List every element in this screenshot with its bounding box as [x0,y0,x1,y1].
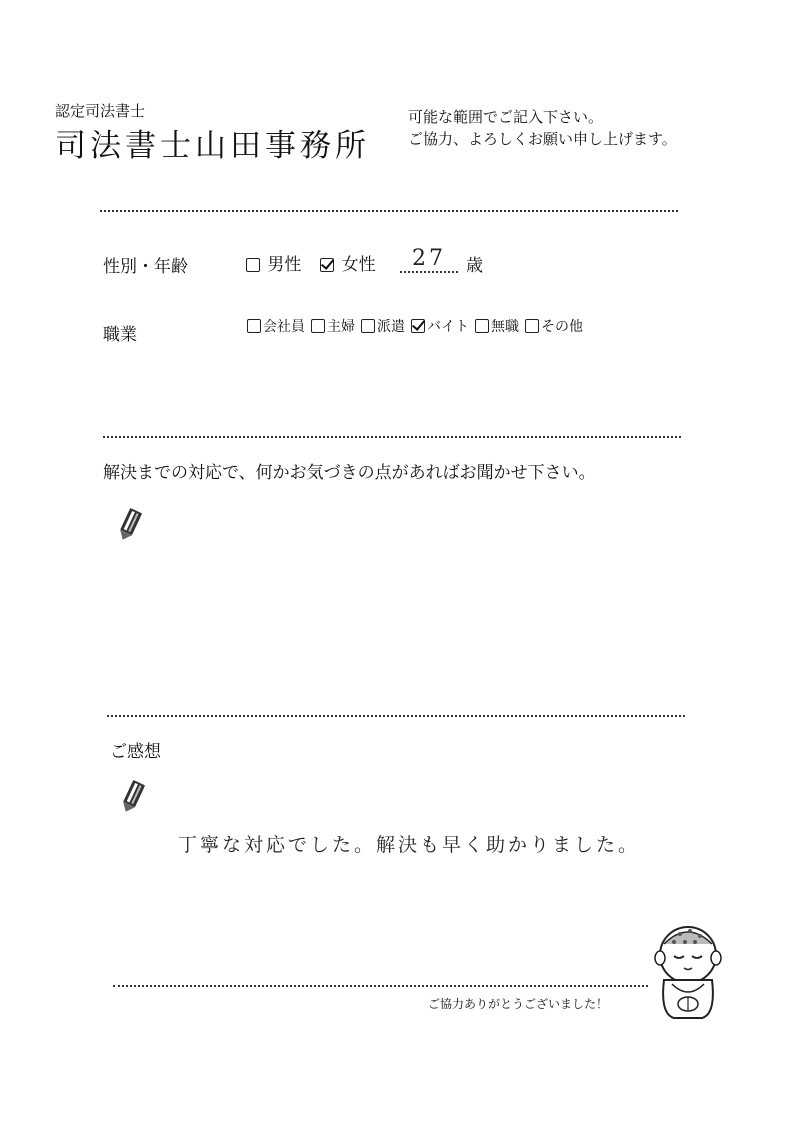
occupation-option-label: 派遣 [377,319,405,335]
occupation-option-label: 会社員 [263,319,305,335]
occupation-option-homemaker[interactable] [311,319,355,335]
occupation-checkbox[interactable] [311,319,325,333]
occupation-option-unemployed[interactable] [475,319,519,335]
bowing-monk-illustration [650,922,726,1022]
instruction-line-2: ご協力、よろしくお願い申し上げます。 [408,130,677,148]
question-1-answer[interactable] [170,560,670,590]
female-label: 女性 [341,255,376,275]
divider [113,985,648,987]
occupation-option-label: その他 [541,319,583,335]
divider [100,210,678,212]
occupation-checkbox[interactable] [247,319,261,333]
gender-options [246,250,376,275]
occupation-option-label: 主婦 [327,319,355,335]
occupation-option-label: 無職 [491,319,519,335]
occupation-checkbox[interactable] [411,319,425,333]
question-2-answer[interactable]: 丁寧な対応でした。解決も早く助かりました。 [178,834,641,856]
occupation-option-other[interactable] [525,319,583,335]
office-name: 司法書士山田事務所 [55,128,370,164]
occupation-options [247,316,589,336]
gender-age-label: 性別・年齢 [103,257,188,277]
instruction-line-1: 可能な範囲でご記入下さい。 [408,108,604,126]
occupation-option-temp-worker[interactable] [361,319,405,335]
divider [103,436,681,438]
thank-you-text: ご協力ありがとうございました！ [428,997,609,1011]
male-label: 男性 [267,255,302,275]
question-2-prompt: ご感想 [110,742,161,762]
occupation-label: 職業 [103,325,137,345]
divider [107,715,685,717]
occupation-checkbox[interactable] [475,319,489,333]
age-unit: 歳 [466,256,483,276]
occupation-option-label: バイト [427,319,469,335]
license-label: 認定司法書士 [55,102,146,120]
occupation-checkbox[interactable] [361,319,375,333]
pencil-icon [113,505,145,545]
male-checkbox[interactable] [246,258,260,272]
age-field[interactable]: 27 [400,246,458,273]
female-checkbox[interactable] [320,258,334,272]
pencil-icon [116,777,148,817]
occupation-option-company-employee[interactable] [247,319,305,335]
question-1-prompt: 解決までの対応で、何かお気づきの点があればお聞かせ下さい。 [103,463,596,483]
occupation-option-part-time[interactable] [411,319,469,335]
occupation-checkbox[interactable] [525,319,539,333]
